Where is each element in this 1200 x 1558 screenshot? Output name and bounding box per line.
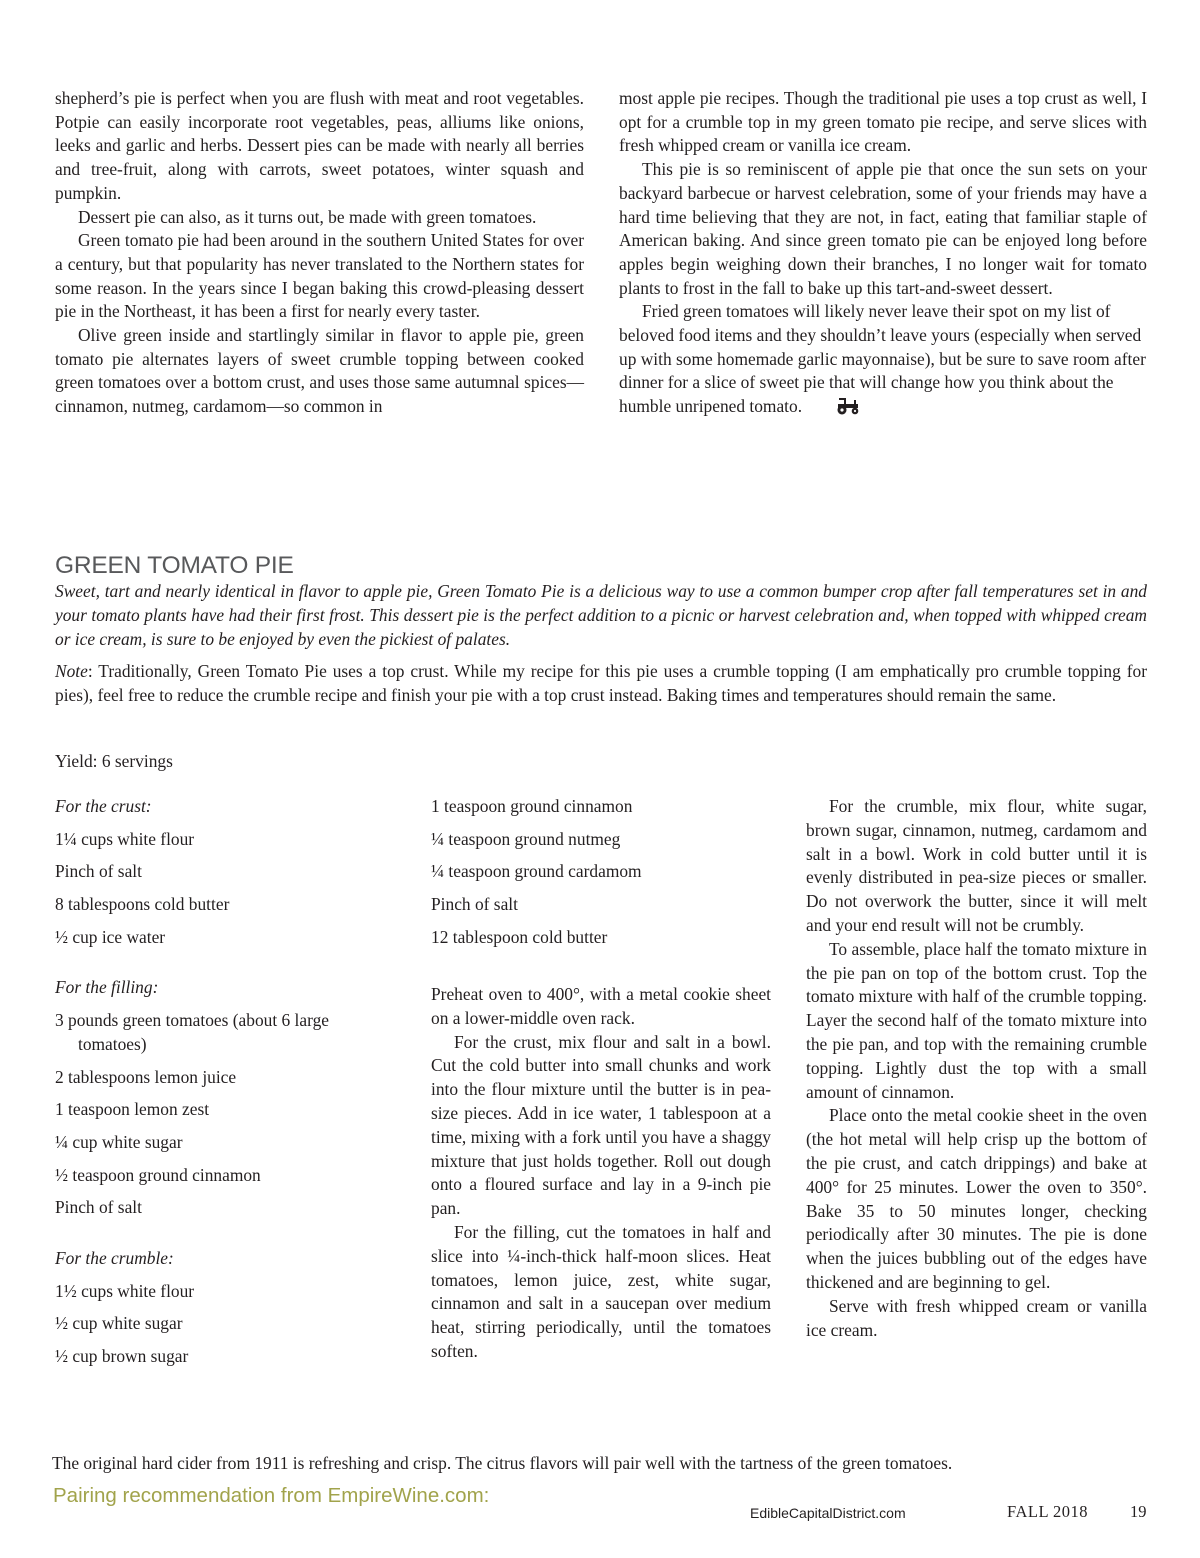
ingredient-item: Pinch of salt	[431, 894, 518, 915]
article-paragraph: shepherd’s pie is perfect when you are flush with meat and root vegetables. Potpie can easily incorporate root vegetables, peas, alliums like onions, leeks and garlic and herbs. Dessert pies can be made with nearly all berries and tree-fruit, along with carrots, sweet potatoes, winter squash and pumpkin.	[55, 88, 584, 203]
page-number: 19	[1130, 1502, 1147, 1521]
method-paragraph: To assemble, place half the tomato mixture in the pie pan on top of the bottom crust. Top the tomato mixture with half of the crumble topping. Layer the second half of the tomato mixture into the pie pan, and top with the remaining crumble topping. Lightly dust the top with a small amount of cinnamon.	[806, 938, 1147, 1102]
ingredient-item: 1½ cups white flour	[55, 1280, 195, 1301]
method-column-3	[806, 795, 1147, 1342]
article-paragraph: This pie is so reminiscent of apple pie that once the sun sets on your backyard barbecue or harvest celebration, some of your friends may have a hard time believing that they are not, in fact, eating that familiar staple of American baking. And since green tomato pie can be enjoyed long before apples begin weighing down their branches, I no longer wait for tomato plants to frost in the fall to bake up this tart-and-sweet dessert.	[619, 159, 1147, 298]
article-paragraph: Green tomato pie had been around in the southern United States for over a century, but that popularity has never translated to the Northern states for some reason. In the years since I began baking this crowd-pleasing dessert pie in the Northeast, it has been a first for nearly every taster.	[55, 230, 584, 322]
method-paragraph: Place onto the metal cookie sheet in the oven (the hot metal will help crisp up the bottom of the pie crust, and catch drippings) and bake at 400° for 25 minutes. Lower the oven to 350°. Bake 35 to 50 minutes longer, checking periodically after 30 minutes. The pie is done when the juices bubbling out of the edges have thickened and are beginning to gel.	[806, 1105, 1147, 1292]
crumble-header: For the crumble:	[55, 1248, 174, 1269]
ingredient-item: Pinch of salt	[55, 861, 142, 882]
footer-issue: FALL 2018	[1007, 1502, 1089, 1521]
article-column-left	[55, 87, 584, 419]
footer-website: EdibleCapitalDistrict.com	[750, 1505, 906, 1521]
ingredient-item: 8 tablespoons cold butter	[55, 894, 230, 915]
ingredient-item: ½ cup brown sugar	[55, 1346, 189, 1367]
ingredient-item: ½ teaspoon ground cinnamon	[55, 1164, 261, 1185]
method-paragraph: Serve with fresh whipped cream or vanilla ice cream.	[806, 1295, 1147, 1340]
ingredient-item: 1 teaspoon ground cinnamon	[431, 796, 633, 816]
ingredient-item: 3 pounds green tomatoes (about 6 large tomatoes)	[55, 1010, 329, 1054]
method-paragraph: For the filling, cut the tomatoes in half and slice into ¼-inch-thick half-moon slices. Heat tomatoes, lemon juice, zest, white sugar, cinnamon and salt in a saucepan over medium heat, stirring periodically, until the tomatoes soften.	[431, 1221, 771, 1361]
ingredient-item: 2 tablespoons lemon juice	[55, 1066, 237, 1087]
note-text: : Traditionally, Green Tomato Pie uses a top crust. While my recipe for this pie uses a crumble topping (I am emphatically pro crumble topping for pies), feel free to reduce the crumble recipe and finish your pie with a top crust instead. Baking times and temperatures should remain the same.	[55, 661, 1147, 705]
article-paragraph: most apple pie recipes. Though the traditional pie uses a top crust as well, I opt for a crumble top in my green tomato pie recipe, and serve slices with fresh whipped cream or vanilla ice cream.	[619, 88, 1147, 156]
ingredient-item: 1¼ cups white flour	[55, 828, 195, 849]
pairing-title: Pairing recommendation from EmpireWine.com:	[53, 1483, 490, 1507]
ingredient-item: 12 tablespoon cold butter	[431, 926, 608, 947]
article-paragraph-last	[619, 300, 1147, 422]
ingredient-item: 1 teaspoon lemon zest	[55, 1099, 210, 1120]
ingredient-item: ¼ teaspoon ground nutmeg	[431, 828, 621, 849]
article-paragraph: Olive green inside and startlingly similar in flavor to apple pie, green tomato pie alternates layers of sweet crumble topping between cooked green tomatoes over a bottom crust, and uses those same autumnal spices—cinnamon, nutmeg, cardamom—so common in	[55, 325, 584, 417]
ingredients-column-1	[55, 795, 375, 1378]
article-paragraph: Dessert pie can also, as it turns out, be made with green tomatoes.	[78, 206, 537, 227]
ingredients-column-2	[431, 795, 771, 958]
ingredient-item: ¼ teaspoon ground cardamom	[431, 861, 642, 882]
ingredient-item: ½ cup white sugar	[55, 1313, 183, 1334]
method-paragraph: Preheat oven to 400°, with a metal cookie sheet on a lower-middle oven rack.	[431, 984, 771, 1028]
article-column-right	[619, 87, 1147, 422]
ingredient-item: ½ cup ice water	[55, 926, 166, 947]
note-label: Note	[55, 661, 88, 681]
recipe-intro: Sweet, tart and nearly identical in flavor to apple pie, Green Tomato Pie is a delicious way to use a common bumper crop after fall temperatures set in and your tomato plants have had their first frost. This dessert pie is the perfect addition to a picnic or harvest celebration and, when topped with whipped cream or ice cream, is sure to be enjoyed by even the pickiest of palates.	[55, 581, 1147, 649]
crust-header: For the crust:	[55, 796, 152, 816]
ingredient-item: Pinch of salt	[55, 1197, 142, 1218]
pairing-text: The original hard cider from 1911 is refreshing and crisp. The citrus flavors will pair well with the tartness of the green tomatoes.	[52, 1453, 953, 1473]
tractor-icon	[812, 397, 861, 422]
article-paragraph-text: Fried green tomatoes will likely never leave their spot on my list of beloved food items and they shouldn’t leave yours (especially when served up with some homemade garlic mayonnaise), but be sure to save room after dinner for a slice of sweet pie that will change how you think about the humble unripened tomato.	[619, 301, 1146, 417]
recipe-note	[55, 660, 1147, 708]
method-paragraph: For the crumble, mix flour, white sugar, brown sugar, cinnamon, nutmeg, cardamom and salt in a bowl. Work in cold butter until it is evenly distributed in pea-size pieces or smaller. Do not overwork the butter, since it will melt and your end result will not be crumbly.	[806, 796, 1147, 935]
recipe-title: GREEN TOMATO PIE	[55, 552, 294, 580]
method-paragraph: For the crust, mix flour and salt in a bowl. Cut the cold butter into small chunks and work into the flour mixture until the butter is in pea-size pieces. Add in ice water, 1 tablespoon at a time, mixing with a fork until you have a shaggy mixture that just holds together. Roll out dough onto a floured surface and lay in a 9-inch pie pan.	[431, 1031, 771, 1219]
filling-header: For the filling:	[55, 977, 159, 998]
ingredient-item: ¼ cup white sugar	[55, 1132, 183, 1152]
method-column-2	[431, 983, 771, 1364]
recipe-yield: Yield: 6 servings	[55, 751, 173, 771]
